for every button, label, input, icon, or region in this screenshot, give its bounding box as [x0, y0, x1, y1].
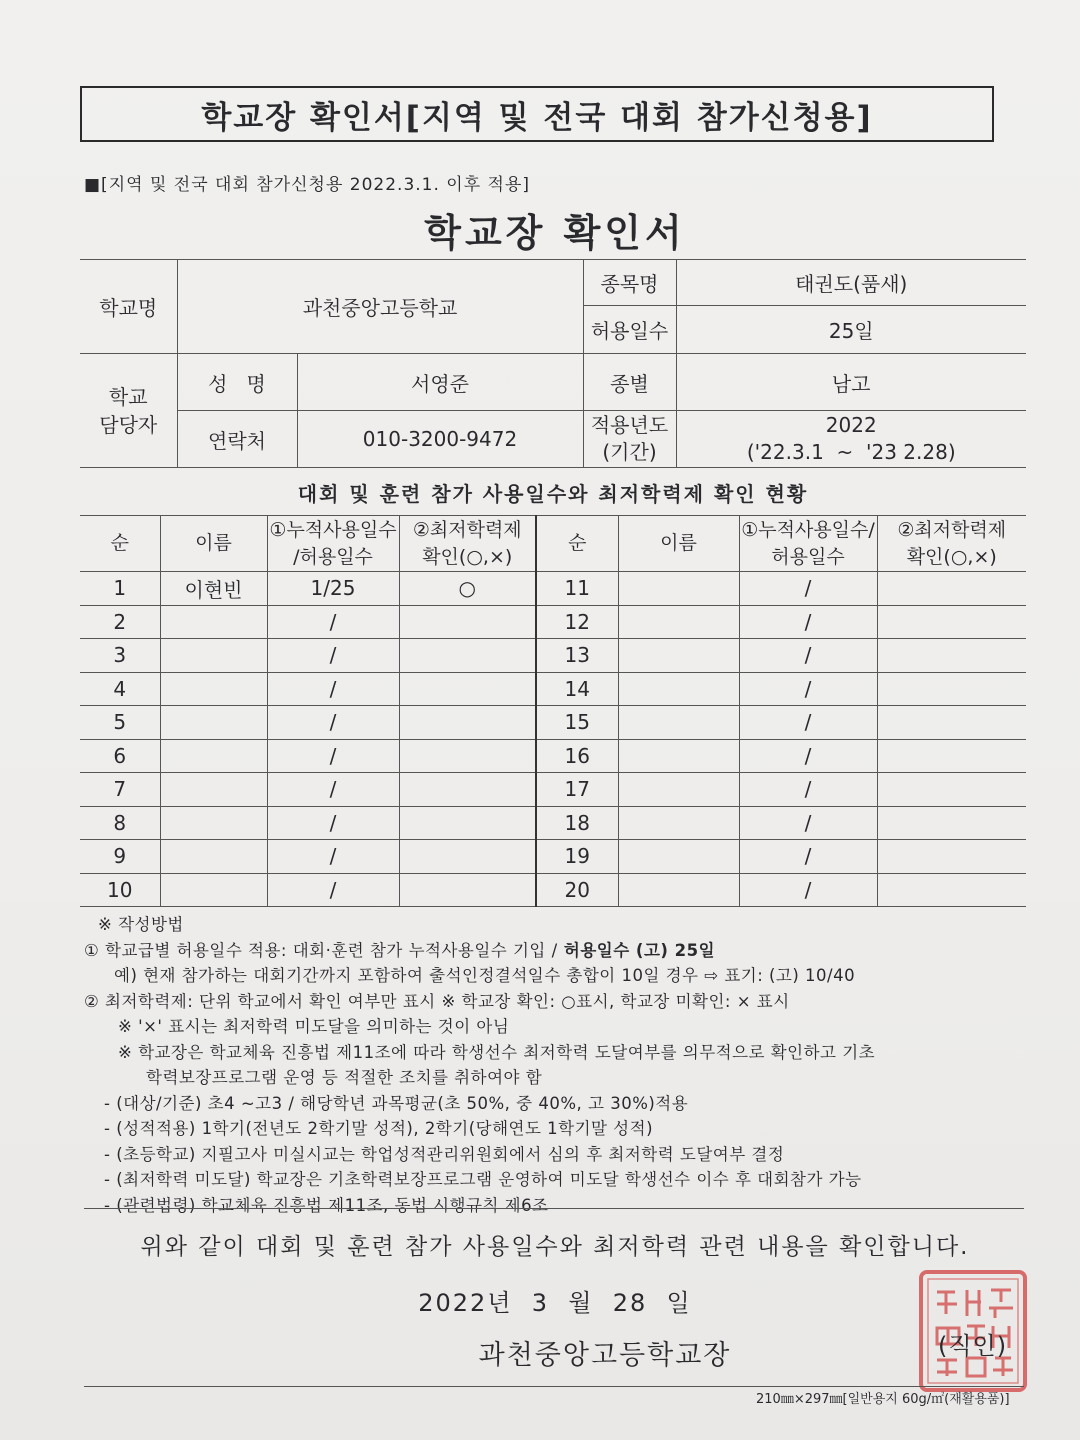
- row-name-left: [160, 605, 267, 639]
- row-name-right: [618, 572, 739, 606]
- instruction-item-2: ② 최저학력제: 단위 학교에서 확인 여부만 표시 ※ 학교장 확인: ○표시, 학교장 미확인: × 표시: [84, 991, 790, 1011]
- table-row: [80, 672, 1026, 706]
- header-academic-left: [399, 516, 536, 572]
- header-academic-left-l2: 확인(○,×): [422, 545, 513, 568]
- instruction-dash-2: - (성적적용) 1학기(전년도 2학기말 성적), 2학기(당해연도 1학기말 성적): [104, 1119, 654, 1138]
- row-check-right: [877, 806, 1026, 840]
- instruction-dash-5: - (관련법령) 학교체육 진흥법 제11조, 동법 시행규칙 제6조: [104, 1195, 549, 1215]
- row-name-left: [160, 639, 267, 673]
- row-days-right: /: [739, 840, 877, 874]
- row-days-left: /: [267, 806, 399, 840]
- row-name-right: [618, 773, 739, 807]
- header-name-right: 이름: [618, 516, 739, 572]
- row-name-right: [618, 806, 739, 840]
- table-row: [80, 605, 1026, 639]
- year-value: [676, 411, 1026, 468]
- header-days-left: [267, 516, 399, 572]
- header-days-left-l1: ①누적사용일수: [269, 518, 397, 541]
- row-no-left: 5: [80, 706, 160, 740]
- name-value: 서영준: [297, 354, 583, 411]
- row-check-left: [399, 773, 536, 807]
- subnote: ■[지역 및 전국 대회 참가신청용 2022.3.1. 이후 적용]: [84, 175, 531, 195]
- row-check-right: [877, 639, 1026, 673]
- paper-spec: 210㎜×297㎜[일반용지 60g/㎡(재활용품)]: [756, 1392, 1010, 1407]
- row-name-left: 이현빈: [160, 572, 267, 606]
- row-name-left: [160, 873, 267, 907]
- row-name-right: [618, 840, 739, 874]
- header-days-left-l2: /허용일수: [293, 545, 373, 568]
- row-days-right: /: [739, 672, 877, 706]
- row-days-left: /: [267, 706, 399, 740]
- row-days-left: /: [267, 773, 399, 807]
- row-no-right: 16: [536, 739, 618, 773]
- row-check-right: [877, 572, 1026, 606]
- event-label: 종목명: [583, 260, 676, 306]
- row-no-right: 15: [536, 706, 618, 740]
- row-no-right: 14: [536, 672, 618, 706]
- row-name-left: [160, 706, 267, 740]
- row-name-left: [160, 672, 267, 706]
- instruction-item-1: [84, 938, 1034, 964]
- row-check-left: [399, 605, 536, 639]
- row-no-left: 9: [80, 840, 160, 874]
- instruction-note-2a: ※ 학교장은 학교체육 진흥법 제11조에 따라 학생선수 최저학력 도달여부를 의무적으로 확인하고 기초: [118, 1042, 876, 1062]
- row-days-right: /: [739, 806, 877, 840]
- row-no-left: 1: [80, 572, 160, 606]
- instructions: [84, 912, 1034, 1218]
- row-days-right: /: [739, 706, 877, 740]
- confirm-statement: 위와 같이 대회 및 훈련 참가 사용일수와 최저학력 관련 내용을 확인합니다.: [140, 1234, 970, 1260]
- row-name-left: [160, 806, 267, 840]
- header-days-right-l2: 허용일수: [771, 545, 845, 568]
- event-value: 태권도(품새): [676, 260, 1026, 306]
- principal-title: 과천중앙고등학교장: [478, 1340, 732, 1371]
- row-name-left: [160, 773, 267, 807]
- year-value-line1: 2022: [825, 413, 877, 437]
- instruction-dash-3: - (초등학교) 지필고사 미실시교는 학업성적관리위원회에서 심의 후 최저학력 도달여부 결정: [104, 1144, 785, 1164]
- header-days-right-l1: ①누적사용일수/: [741, 518, 875, 541]
- row-check-left: [399, 639, 536, 673]
- row-days-left: /: [267, 840, 399, 874]
- row-days-right: /: [739, 639, 877, 673]
- row-no-right: 13: [536, 639, 618, 673]
- allowed-days-label: 허용일수: [583, 306, 676, 354]
- year-label-line2: (기간): [602, 440, 657, 464]
- header-name-left: 이름: [160, 516, 267, 572]
- row-days-left: 1/25: [267, 572, 399, 606]
- header-no-left: 순: [80, 516, 160, 572]
- usage-grid: [80, 515, 1026, 907]
- header-academic-right: [877, 516, 1026, 572]
- year-value-line2: ('22.3.1 ~ '23 2.28): [746, 440, 956, 464]
- row-no-right: 20: [536, 873, 618, 907]
- header-academic-left-l1: ②최저학력제: [412, 518, 522, 541]
- table-row: [80, 773, 1026, 807]
- row-no-right: 19: [536, 840, 618, 874]
- row-check-left: [399, 706, 536, 740]
- row-name-right: [618, 605, 739, 639]
- table-row: [80, 840, 1026, 874]
- school-value: 과천중앙고등학교: [177, 260, 583, 354]
- row-name-right: [618, 739, 739, 773]
- name-label: 성 명: [177, 354, 297, 411]
- row-no-right: 17: [536, 773, 618, 807]
- row-check-left: [399, 672, 536, 706]
- row-check-left: [399, 873, 536, 907]
- instruction-note-2b: 학력보장프로그램 운영 등 적절한 조치를 취하여야 함: [146, 1068, 543, 1087]
- instruction-dash-4: - (최저학력 미도달) 학교장은 기초학력보장프로그램 운영하여 미도달 학생선수 이수 후 대회참가 가능: [104, 1170, 862, 1189]
- signature-date: 2022년 3 월 28 일: [418, 1289, 692, 1317]
- table-row: [80, 739, 1026, 773]
- header-academic-right-l2: 확인(○,×): [906, 545, 997, 568]
- row-check-right: [877, 672, 1026, 706]
- row-name-right: [618, 639, 739, 673]
- instruction-item-1-example: 예) 현재 참가하는 대회기간까지 포함하여 출석인정결석일수 총합이 10일 경우 ⇨ 표기: (고) 10/40: [114, 966, 856, 985]
- year-label: [583, 411, 676, 468]
- school-label: 학교명: [80, 260, 177, 354]
- info-table: [80, 259, 1026, 468]
- row-no-left: 10: [80, 873, 160, 907]
- row-no-left: 7: [80, 773, 160, 807]
- row-name-left: [160, 840, 267, 874]
- row-check-right: [877, 773, 1026, 807]
- row-days-left: /: [267, 873, 399, 907]
- row-check-left: [399, 840, 536, 874]
- header-no-right: 순: [536, 516, 618, 572]
- banner-title: 학교장 확인서[지역 및 전국 대회 참가신청용]: [80, 86, 994, 142]
- grid-header-row: [80, 516, 1026, 572]
- row-days-right: /: [739, 773, 877, 807]
- section-title: 대회 및 훈련 참가 사용일수와 최저학력제 확인 현황: [297, 482, 809, 506]
- row-no-right: 12: [536, 605, 618, 639]
- row-check-right: [877, 739, 1026, 773]
- row-check-right: [877, 605, 1026, 639]
- row-no-left: 3: [80, 639, 160, 673]
- allowed-days-value: 25일: [676, 306, 1026, 354]
- seal-label: (직인): [938, 1332, 1008, 1360]
- row-name-right: [618, 672, 739, 706]
- row-days-left: /: [267, 672, 399, 706]
- row-days-left: /: [267, 605, 399, 639]
- row-check-left: [399, 739, 536, 773]
- row-name-right: [618, 873, 739, 907]
- row-name-left: [160, 739, 267, 773]
- row-no-left: 4: [80, 672, 160, 706]
- divider-bottom: [84, 1386, 1024, 1387]
- year-label-line1: 적용년도: [590, 413, 669, 437]
- grid-body: [80, 572, 1026, 907]
- row-check-right: [877, 873, 1026, 907]
- row-days-right: /: [739, 605, 877, 639]
- header-days-right: [739, 516, 877, 572]
- instruction-dash-1: - (대상/기준) 초4 ~고3 / 해당학년 과목평균(초 50%, 중 40%, 고 30%)적용: [104, 1093, 689, 1113]
- row-days-left: /: [267, 739, 399, 773]
- table-row: [80, 806, 1026, 840]
- row-days-right: /: [739, 572, 877, 606]
- table-row: [80, 873, 1026, 907]
- table-row: [80, 639, 1026, 673]
- manager-label: 학교 담당자: [80, 354, 177, 468]
- row-check-left: [399, 806, 536, 840]
- header-academic-right-l1: ②최저학력제: [897, 518, 1007, 541]
- row-no-left: 2: [80, 605, 160, 639]
- row-check-right: [877, 706, 1026, 740]
- row-check-left: ○: [399, 572, 536, 606]
- contact-value: 010-3200-9472: [297, 411, 583, 468]
- row-name-right: [618, 706, 739, 740]
- row-check-right: [877, 840, 1026, 874]
- instruction-note-1: ※ '×' 표시는 최저학력 미도달을 의미하는 것이 아님: [118, 1017, 510, 1036]
- gender-value: 남고: [676, 354, 1026, 411]
- instructions-heading: ※ 작성방법: [98, 915, 184, 934]
- instruction-item-1-text: ① 학교급별 허용일수 적용: 대회·훈련 참가 누적사용일수 기입 /: [84, 940, 558, 960]
- row-no-left: 6: [80, 739, 160, 773]
- contact-label: 연락처: [177, 411, 297, 468]
- gender-label: 종별: [583, 354, 676, 411]
- table-row: [80, 572, 1026, 606]
- row-days-left: /: [267, 639, 399, 673]
- row-no-right: 18: [536, 806, 618, 840]
- row-no-right: 11: [536, 572, 618, 606]
- divider-top: [84, 1208, 1024, 1209]
- table-row: [80, 706, 1026, 740]
- row-no-left: 8: [80, 806, 160, 840]
- row-days-right: /: [739, 739, 877, 773]
- instruction-item-1-bold: 허용일수 (고) 25일: [557, 940, 716, 960]
- row-days-right: /: [739, 873, 877, 907]
- main-title: 학교장 확인서: [424, 211, 686, 255]
